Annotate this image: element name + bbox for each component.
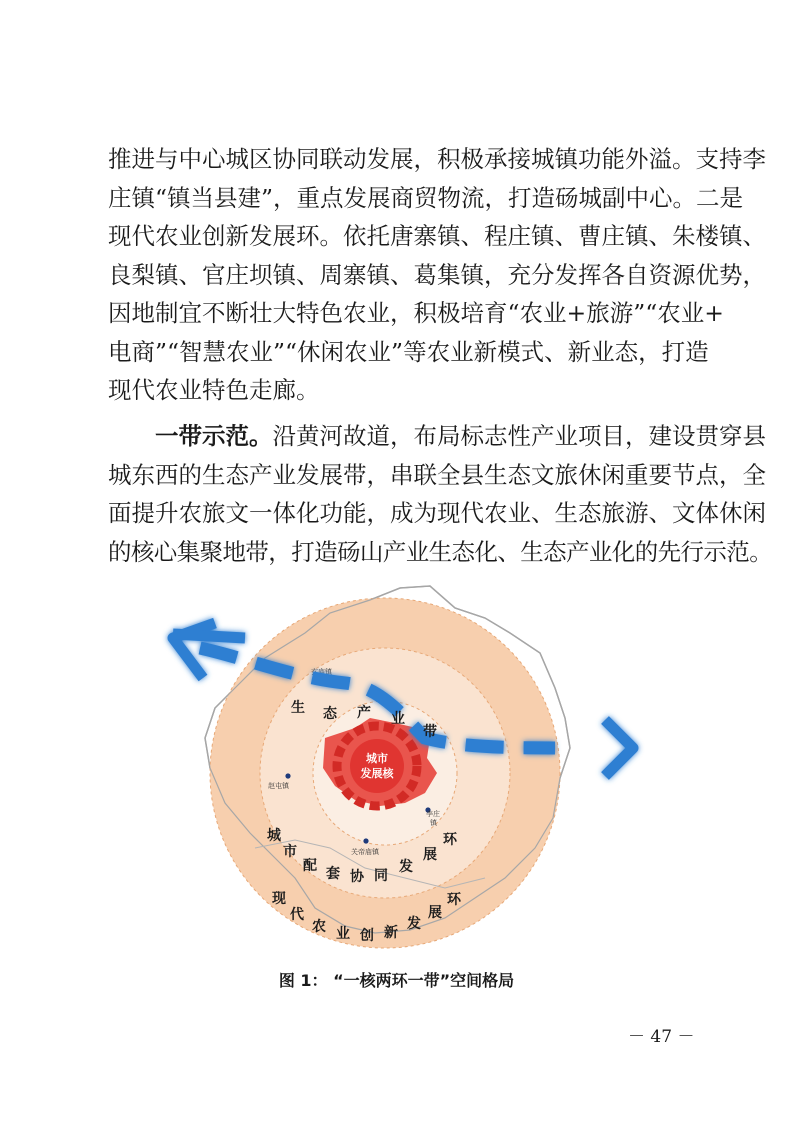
paragraph-2 [108,417,773,571]
paragraph-line: 因地制宜不断壮大特色农业，积极培育“农业+旅游”“农业+ [108,299,724,327]
town-label-lizhuang: 李庄 [426,810,440,818]
paragraph-line: 的核心集聚地带，打造砀山产业生态化、生态产业化的先行示范。 [108,537,773,566]
outer-ring-char: 发 [407,916,421,932]
paragraph-line-text: 沿黄河故道，布局标志性产业项目，建设贯穿县 [272,422,766,450]
middle-ring-char: 发 [399,859,413,875]
outer-ring-char: 新 [384,925,398,941]
town-label-lizhuang-2: 镇 [430,819,437,827]
paragraph-first-line [108,417,766,456]
core-label-1: 城市 [366,752,388,765]
page-number: － 47 － [628,1027,695,1047]
paragraph-line: 电商”“智慧农业”“休闲农业”等农业新模式、新业态，打造 [108,337,709,366]
paragraph-line: 良梨镇、官庄坝镇、周寨镇、葛集镇，充分发挥各自资源优势， [108,260,766,289]
figure-svg [155,578,655,950]
outer-ring-char: 创 [360,928,374,944]
paragraph-line: 城东西的生态产业发展带，串联全县生态文旅休闲重要节点，全 [108,460,766,489]
belt-char: 带 [423,724,437,740]
paragraph-1 [108,140,766,410]
core-center [350,739,404,793]
belt-right-arrowhead [605,720,633,776]
middle-ring-char: 套 [326,866,340,882]
core-label-2: 发展核 [360,767,394,780]
paragraph-line: 推进与中心城区协同联动发展，积极承接城镇功能外溢。支持李 [108,145,766,173]
town-label-xuanmiao: 玄庙镇 [311,668,332,676]
outer-ring-char: 业 [336,926,350,942]
outer-ring-char: 农 [312,919,326,935]
paragraph-line: 现代农业创新发展环。依托唐寨镇、程庄镇、曹庄镇、朱楼镇、 [108,222,766,250]
middle-ring-char: 协 [350,869,364,885]
outer-ring-char: 环 [447,892,461,908]
middle-ring-char: 城 [267,828,281,844]
middle-ring-char: 市 [283,844,297,860]
belt-char: 产 [357,705,371,721]
middle-ring-char: 同 [374,868,388,884]
paragraph-line: 面提升农旅文一体化功能，成为现代农业、生态旅游、文体休闲 [108,499,766,527]
town-label-guandimiao: 关帝庙镇 [351,848,379,856]
section-lead-heading: 一带示范。 [155,422,273,450]
middle-ring-char: 配 [303,858,317,874]
middle-ring-char: 展 [423,847,437,863]
belt-char: 态 [323,706,337,722]
outer-ring-char: 现 [272,891,286,907]
town-dot-guandimiao [363,838,368,843]
figure-caption: 图 1： “一核两环一带”空间格局 [278,971,515,990]
belt-char: 生 [291,700,305,716]
paragraph-line: 现代农业特色走廊。 [108,376,320,404]
belt-char: 业 [391,711,405,727]
town-label-zhaotun: 赵屯镇 [268,782,289,790]
paragraph-line: 庄镇“镇当县建”，重点发展商贸物流，打造砀城副中心。二是 [108,183,744,212]
town-dot-zhaotun [285,773,290,778]
spatial-structure-figure [155,578,655,950]
middle-ring-char: 环 [443,832,457,848]
outer-ring-char: 展 [428,905,442,921]
belt-left-shaft [173,634,245,638]
outer-ring-char: 代 [290,907,304,923]
